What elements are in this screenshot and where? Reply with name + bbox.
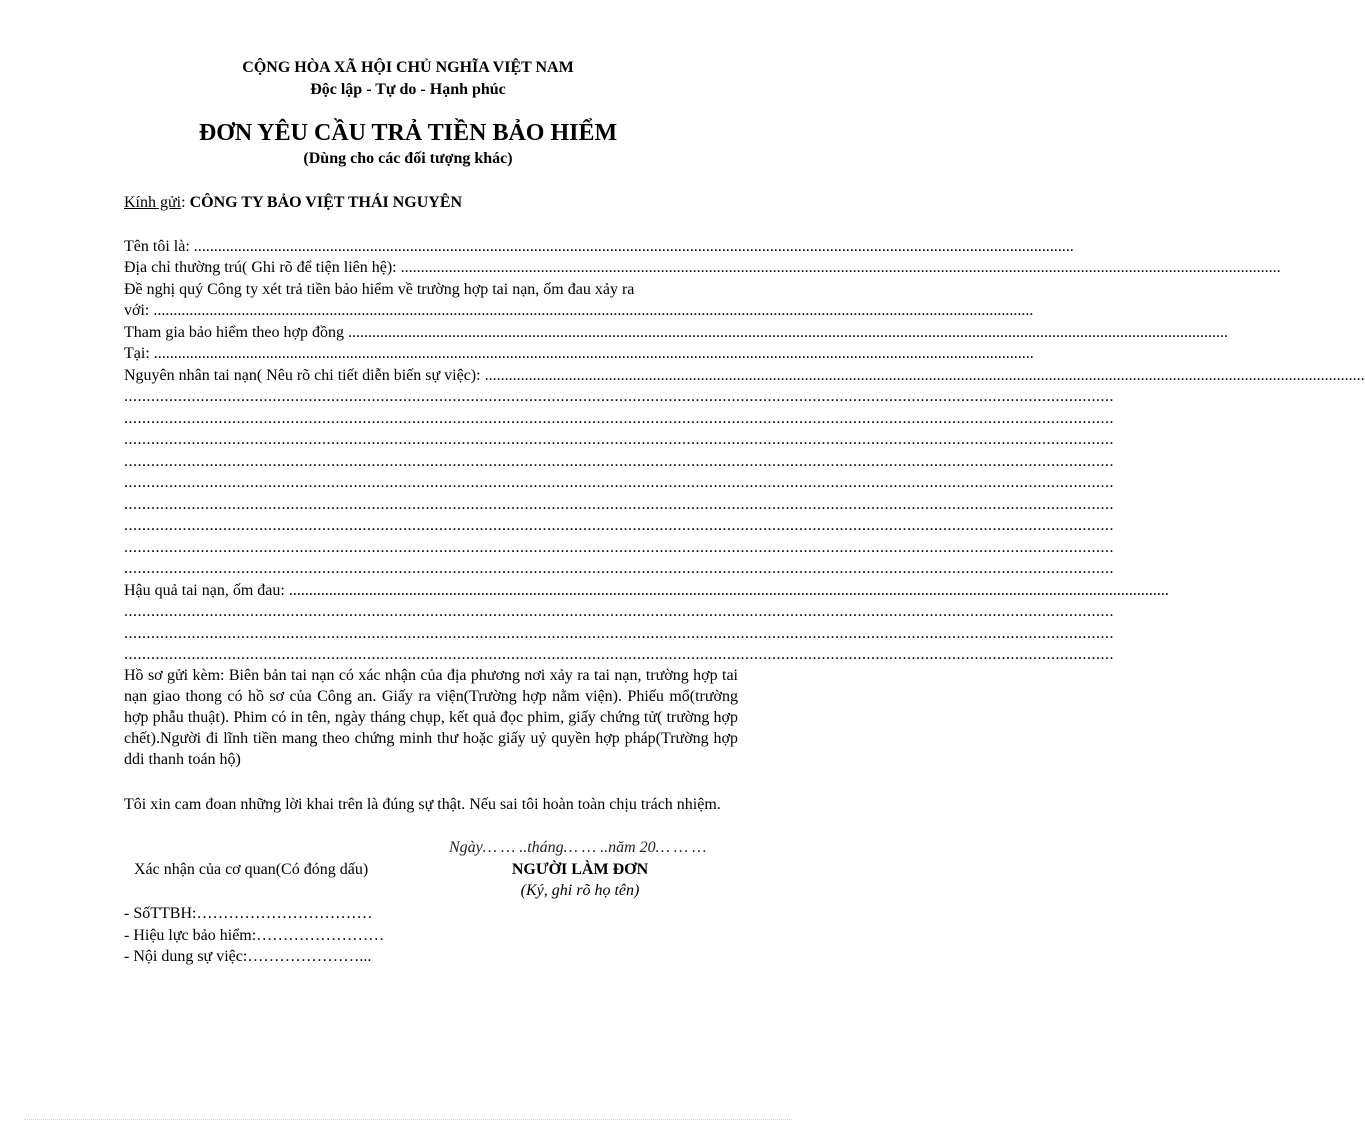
- consequence-label: Hậu quả tai nạn, ốm đau:: [124, 582, 289, 599]
- consequence-blank-line: ............................................................................................................................................................................................................................: [124, 646, 1114, 663]
- place-dots: ............................................................................................................................................................................................................................: [153, 345, 1034, 362]
- address-dots: ............................................................................................................................................................................................................................: [400, 259, 1281, 276]
- cause-field: [124, 365, 1365, 386]
- request-dots: ............................................................................................................................................................................................................................: [153, 302, 1034, 319]
- consequence-blank-line: ............................................................................................................................................................................................................................: [124, 603, 1114, 620]
- request-line2-label: với:: [124, 302, 154, 319]
- recipient-name: CÔNG TY BẢO VIỆT THÁI NGUYÊN: [189, 194, 463, 211]
- agency-item: - Hiệu lực bảo hiểm:……………………: [124, 927, 385, 944]
- agency-confirm-label: Xác nhận của cơ quan(Có đóng dấu): [134, 861, 369, 878]
- cause-blank-line: ............................................................................................................................................................................................................................: [124, 453, 1114, 470]
- cause-blank-line: ............................................................................................................................................................................................................................: [124, 474, 1114, 491]
- name-dots: ............................................................................................................................................................................................................................: [193, 238, 1074, 255]
- consequence-blank-line: ............................................................................................................................................................................................................................: [124, 625, 1114, 642]
- signer-note: (Ký, ghi rõ họ tên): [520, 882, 640, 899]
- signer-title: NGƯỜI LÀM ĐƠN: [511, 861, 649, 878]
- place-label: Tại:: [124, 345, 154, 362]
- agency-item: - SốTTBH:……………………………: [124, 905, 373, 922]
- document-title: ĐƠN YÊU CẦU TRẢ TIỀN BẢO HIỂM: [198, 120, 618, 146]
- motto: Độc lập - Tự do - Hạnh phúc: [310, 81, 506, 98]
- name-label: Tên tôi là:: [124, 238, 194, 255]
- recipient-colon: :: [181, 194, 190, 211]
- nation-heading: CỘNG HÒA XÃ HỘI CHỦ NGHĨA VIỆT NAM: [242, 59, 574, 76]
- cause-blank-line: ............................................................................................................................................................................................................................: [124, 431, 1114, 448]
- cause-blank-line: ............................................................................................................................................................................................................................: [124, 410, 1114, 427]
- consequence-dots: ............................................................................................................................................................................................................................: [288, 582, 1169, 599]
- recipient-label: Kính gửi: [124, 194, 182, 211]
- request-field: [124, 300, 1034, 321]
- cause-blank-line: ............................................................................................................................................................................................................................: [124, 560, 1114, 577]
- contract-dots: ............................................................................................................................................................................................................................: [347, 324, 1228, 341]
- page-bottom-rule: [24, 1119, 792, 1120]
- request-text-line1: [124, 279, 736, 300]
- date-line: Ngày… … ..tháng… … ..năm 20… … …: [449, 839, 707, 856]
- cause-blank-line: ............................................................................................................................................................................................................................: [124, 388, 1114, 405]
- cause-dots: ............................................................................................................................................................................................................................: [484, 367, 1365, 384]
- request-line1: Đề nghị quý Công ty xét trả tiền bảo hiểm về trường hợp tai nạn, ốm đau xảy ra: [124, 281, 635, 298]
- agency-item: - Nội dung sự việc:…………………...: [124, 948, 372, 965]
- name-field: [124, 236, 1074, 257]
- attachments-paragraph: Hồ sơ gửi kèm: Biên bản tai nạn có xác nhận của địa phương nơi xảy ra tai nạn, trường hợp tai nạn giao thong có hồ sơ của Công an. Giấy ra viện(Trường hợp nằm viện). Phiếu mổ(trường hợp phẫu thuật). Phim có in tên, ngày tháng chụp, kết quả đọc phim, giấy chứng tử( trường hợp chết).Người đi lĩnh tiền mang theo chứng minh thư hoặc giấy uỷ quyền hợp pháp(Trường hợp ddi thanh toán hộ): [124, 667, 738, 768]
- contract-field: [124, 322, 1228, 343]
- cause-label: Nguyên nhân tai nạn( Nêu rõ chi tiết diễn biến sự việc):: [124, 367, 485, 384]
- place-field: [124, 343, 1034, 364]
- cause-blank-line: ............................................................................................................................................................................................................................: [124, 539, 1114, 556]
- contract-label: Tham gia bảo hiểm theo hợp đồng: [124, 324, 348, 341]
- address-label: Địa chỉ thường trú( Ghi rõ để tiện liên hệ):: [124, 259, 401, 276]
- cause-blank-line: ............................................................................................................................................................................................................................: [124, 517, 1114, 534]
- recipient-line: [124, 192, 462, 213]
- commitment-paragraph: Tôi xin cam đoan những lời khai trên là đúng sự thật. Nếu sai tôi hoàn toàn chịu trách nhiệm.: [124, 796, 721, 813]
- cause-blank-line: ............................................................................................................................................................................................................................: [124, 496, 1114, 513]
- address-field: [124, 257, 1281, 278]
- consequence-field: [124, 580, 1169, 601]
- document-subtitle: (Dùng cho các đối tượng khác): [303, 150, 513, 167]
